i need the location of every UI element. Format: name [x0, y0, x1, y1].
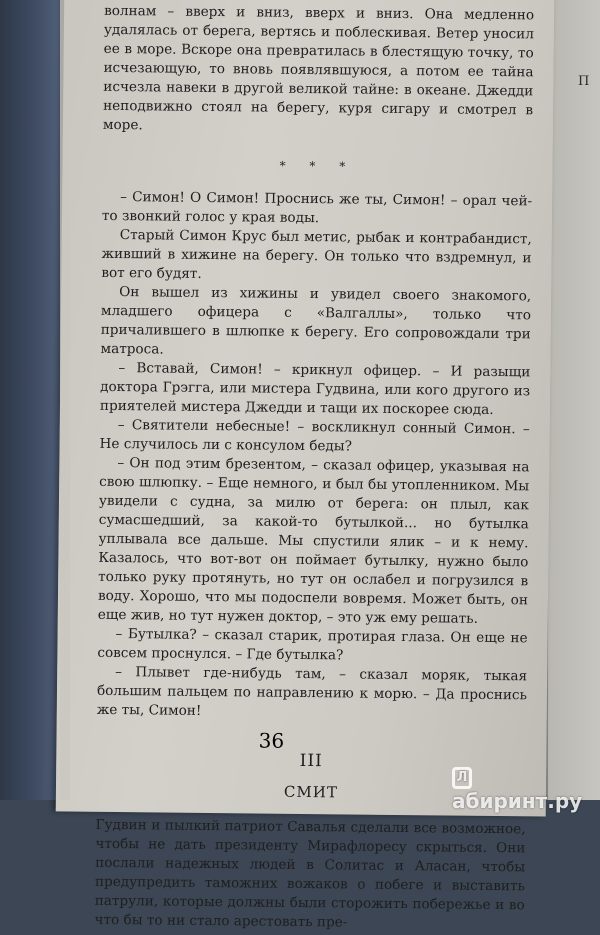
- facing-page-fragment: П: [578, 74, 590, 89]
- book-page: [56, 0, 555, 931]
- paragraph: Он вышел из хижины и увидел своего знакомого, младшего офицера с «Валгаллы», только что причалившего в шлюпке к берегу. Его сопровождали три матроса.: [100, 284, 532, 358]
- paragraph: – Симон! О Симон! Проснись же ты, Симон! – орал чей-то звонкий голос у края воды.: [101, 189, 533, 227]
- labirint-logo-icon: Л: [452, 767, 472, 789]
- paragraph: – Святители небесные! – воскликнул сонный Симон. – Не случилось ли с консулом беды?: [99, 417, 530, 455]
- paragraph: – Плывет где-нибудь там, – сказал моряк, тыкая большим пальцем по направлению к морю. – Да проснись же ты, Симон!: [96, 664, 528, 719]
- chapter-title: СМИТ: [283, 782, 338, 802]
- section-separator: * * *: [279, 158, 356, 174]
- paragraph: Старый Симон Крус был метис, рыбак и контрабандист, живший в хижине на берегу. Он только что вздремнул, и вот его будят.: [101, 227, 532, 282]
- paragraph: – Бутылка? – сказал старик, протирая глаза. Он еще не совсем проснулся. – Где бутылка?: [97, 626, 528, 664]
- page-number: 36: [258, 728, 285, 753]
- paragraph: – Он под этим брезентом, – сказал офицер, указывая на свою шлюпку. – Еще немного, и был бы утопленником. Мы увидели с судна, за милю от берега: он плыл, как сумасшедший, за какой-то бутылкой... но бутылка уплывала все дальше. Мы спустили ялик – и к нему. Казалось, что вот-вот он поймает бутылку, нужно было только руку протянуть, но тут он ослабел и погрузился в воду. Хорошо, что мы подоспели вовремя. Может быть, он еще жив, но тут нужен доктор, – это уж ему решать.: [97, 455, 530, 627]
- paragraph: волнам – вверх и вниз, вверх и вниз. Она медленно удалялась от берега, вертясь и поблескивая. Ветер уносил ее в море. Вскоре она превратилась в блестящую точку, то исчезающую, то вновь появлявшуюся, а потом ее тайна исчезла навеки в другой великой тайне: в океане. Джедди неподвижно стоял на берегу, куря сигару и смотрел в море.: [102, 2, 535, 134]
- paragraph: – Вставай, Симон! – крикнул офицер. – И разыщи доктора Грэгга, или мистера Гудвина, или кого другого из приятелей мистера Джедди и тащи их поскорее сюда.: [99, 360, 531, 418]
- chapter-number: III: [299, 750, 323, 772]
- facing-page: [548, 0, 600, 800]
- book-cover-edge: [0, 0, 60, 800]
- watermark: [452, 764, 600, 813]
- paragraph: Гудвин и пылкий патриот Савалья сделали все возможное, чтобы не дать президенту Мирафлоресу скрыться. Они послали надежных людей в Солитас и Аласан, чтобы предупредить таможних вожаков о побеге и выставить патрули, которые должны были сторожить побережье и во что бы то ни стало арестовать пре-: [94, 816, 526, 931]
- page-stack-edge: [60, 0, 70, 800]
- watermark-text: абиринт.ру: [452, 788, 583, 813]
